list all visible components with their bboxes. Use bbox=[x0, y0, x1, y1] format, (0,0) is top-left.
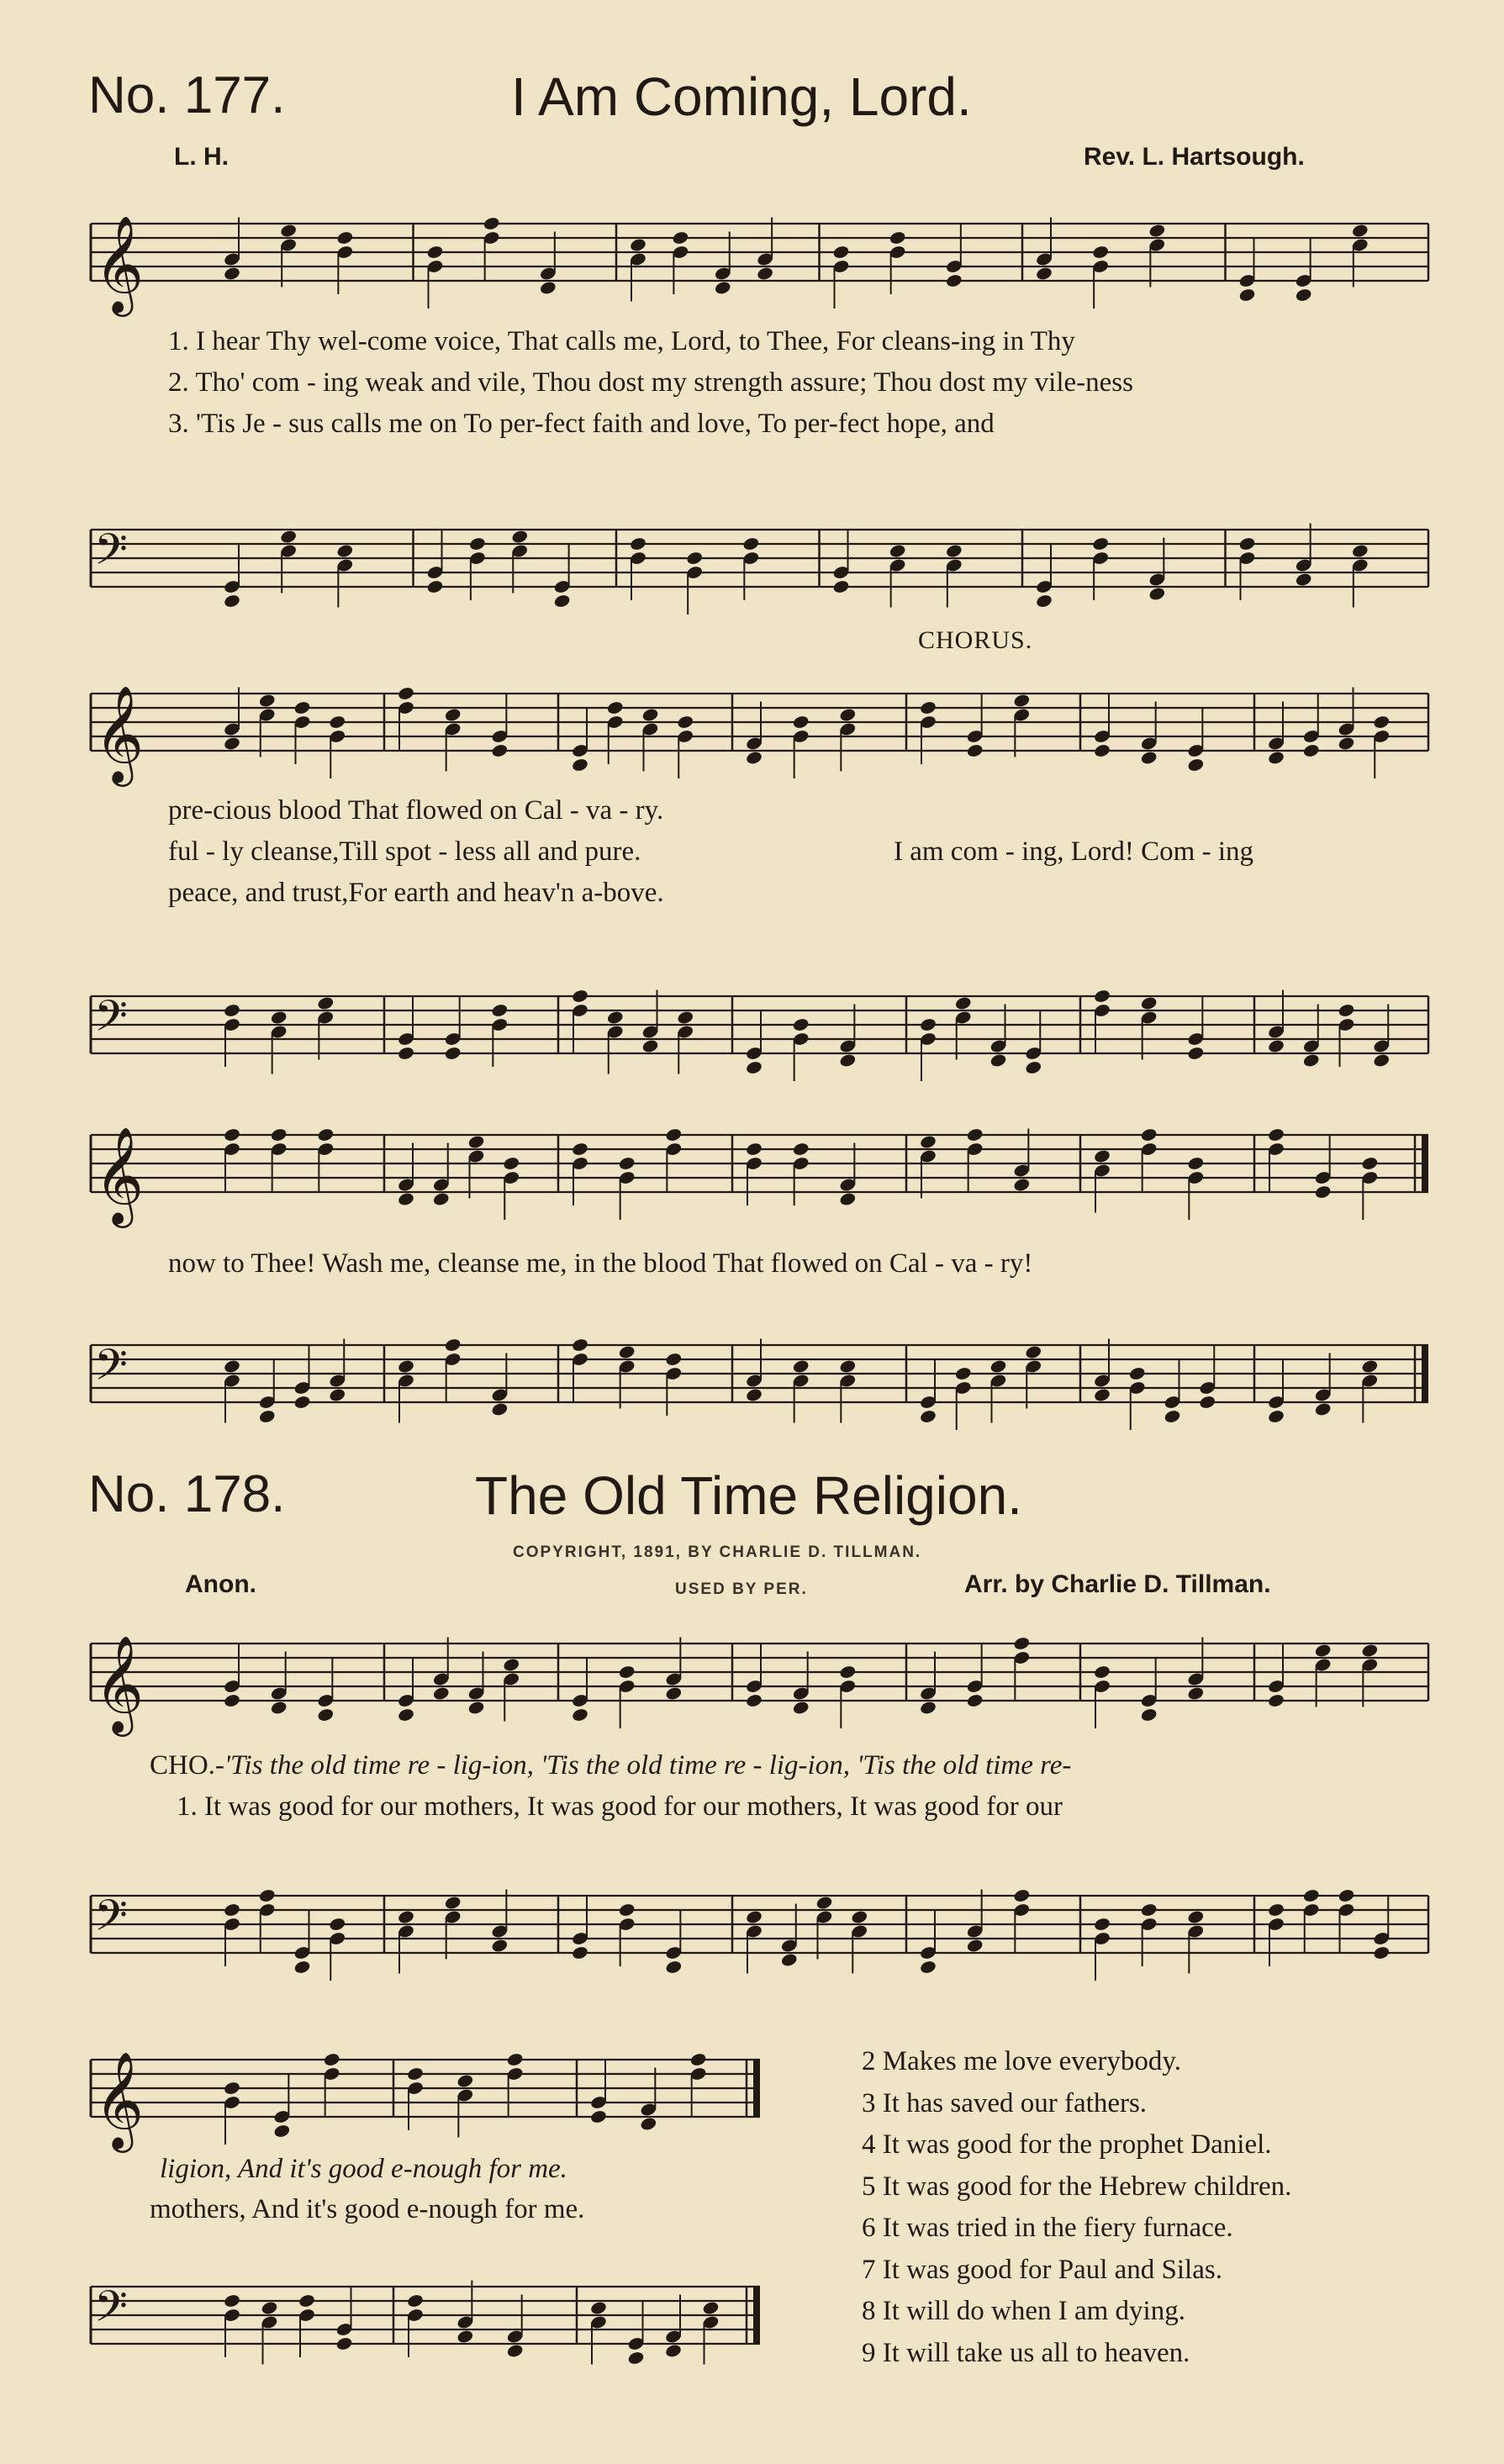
hymn-177-lyric-verse-3: 3. 'Tis Je - sus calls me on To per-fect faith and love, To per-fect hope, and bbox=[168, 409, 995, 439]
hymn-177-title: I Am Coming, Lord. bbox=[511, 66, 972, 127]
svg-text:𝄢: 𝄢 bbox=[94, 1890, 128, 1951]
hymn-178-words-credit: Anon. bbox=[185, 1570, 256, 1598]
hymn-178-copyright: COPYRIGHT, 1891, BY CHARLIE D. TILLMAN. bbox=[513, 1543, 922, 1561]
hymn-177-system-2-bass-staff bbox=[84, 971, 1433, 1080]
svg-text:𝄞: 𝄞 bbox=[94, 2050, 145, 2149]
staff-graphics bbox=[91, 1338, 1428, 1430]
hymn-178-system-2-treble-staff bbox=[84, 2034, 765, 2149]
hymn-177-system-3-treble-staff bbox=[84, 1110, 1433, 1224]
staff-graphics bbox=[91, 1126, 1428, 1228]
verse-3: 3 It has saved our fathers. bbox=[862, 2087, 1148, 2118]
hymn-178-chorus-text: 'Tis the old time re - lig-ion, 'Tis the old time re - lig-ion, 'Tis the old time re- bbox=[224, 1750, 1072, 1781]
hymn-177-system-1-treble-staff bbox=[84, 198, 1433, 313]
hymn-177-number: No. 177. bbox=[88, 66, 286, 124]
verse-5: 5 It was good for the Hebrew children. bbox=[862, 2171, 1292, 2202]
verse-2: 2 Makes me love everybody. bbox=[862, 2046, 1181, 2076]
hymn-177-lyric-sys2-verse-1: pre-cious blood That flowed on Cal - va - ry. bbox=[168, 795, 664, 826]
hymn-178-number: No. 178. bbox=[88, 1465, 286, 1523]
hymn-177-lyric-sys2-verse-2: ful - ly cleanse,Till spot - less all and pure. bbox=[168, 836, 641, 867]
svg-text:𝄢: 𝄢 bbox=[94, 2281, 128, 2342]
svg-text:𝄞: 𝄞 bbox=[94, 1126, 145, 1224]
svg-text:𝄞: 𝄞 bbox=[94, 214, 145, 313]
verse-6: 6 It was tried in the fiery furnace. bbox=[862, 2213, 1233, 2243]
hymn-178-chorus-prefix: CHO.- bbox=[150, 1750, 224, 1781]
verse-7: 7 It was good for Paul and Silas. bbox=[862, 2254, 1222, 2285]
hymn-178-used-by: USED BY PER. bbox=[675, 1580, 808, 1598]
hymn-178-chorus-line bbox=[150, 1750, 1071, 1781]
hymn-178-chorus-end: ligion, And it's good e-nough for me. bbox=[160, 2154, 567, 2184]
hymn-177-lyric-chorus-start: I am com - ing, Lord! Com - ing bbox=[894, 836, 1254, 867]
hymn-177-lyric-sys2-verse-3: peace, and trust,For earth and heav'n a-bove. bbox=[168, 878, 664, 908]
hymn-177-lyric-sys3: now to Thee! Wash me, cleanse me, in the blood That flowed on Cal - va - ry! bbox=[168, 1248, 1033, 1279]
hymn-177-music-credit: Rev. L. Hartsough. bbox=[1084, 143, 1305, 171]
staff-graphics bbox=[91, 214, 1428, 317]
hymn-178-system-1-bass-staff bbox=[84, 1870, 1433, 1980]
hymn-178-verse-list bbox=[862, 2041, 1291, 2374]
hymn-177-chorus-label: CHORUS. bbox=[918, 626, 1033, 654]
svg-text:𝄞: 𝄞 bbox=[94, 1634, 145, 1733]
staff-graphics bbox=[91, 1634, 1428, 1737]
svg-text:𝄢: 𝄢 bbox=[94, 524, 128, 585]
hymn-178-system-2-bass-staff bbox=[84, 2261, 765, 2371]
hymn-177-system-1-bass-staff bbox=[84, 504, 1433, 614]
hymn-178-music-credit: Arr. by Charlie D. Tillman. bbox=[964, 1570, 1271, 1598]
svg-text:𝄞: 𝄞 bbox=[94, 684, 145, 783]
staff-graphics bbox=[91, 524, 1428, 615]
staff-graphics bbox=[91, 2050, 760, 2153]
verse-4: 4 It was good for the prophet Daniel. bbox=[862, 2129, 1272, 2160]
staff-graphics bbox=[91, 989, 1428, 1081]
hymn-178-verse-1-end: mothers, And it's good e-nough for me. bbox=[150, 2194, 585, 2224]
hymn-178-verse-1-line: 1. It was good for our mothers, It was good for our mothers, It was good for our bbox=[177, 1791, 1063, 1822]
svg-text:𝄢: 𝄢 bbox=[94, 990, 128, 1052]
hymn-177-lyric-verse-1: 1. I hear Thy wel-come voice, That calls me, Lord, to Thee, For cleans-ing in Thy bbox=[168, 326, 1075, 356]
staff-graphics bbox=[91, 684, 1428, 787]
staff-graphics bbox=[91, 2281, 760, 2366]
hymn-177-lyric-verse-2: 2. Tho' com - ing weak and vile, Thou dost my strength assure; Thou dost my vile-ness bbox=[168, 367, 1133, 398]
hymn-177-words-credit: L. H. bbox=[174, 143, 229, 171]
hymn-178-title: The Old Time Religion. bbox=[475, 1465, 1022, 1526]
hymn-177-system-3-bass-staff bbox=[84, 1320, 1433, 1429]
staff-graphics bbox=[91, 1888, 1428, 1981]
svg-text:𝄢: 𝄢 bbox=[94, 1339, 128, 1401]
hymn-178-system-1-treble-staff bbox=[84, 1618, 1433, 1733]
verse-8: 8 It will do when I am dying. bbox=[862, 2296, 1185, 2326]
hymn-177-system-2-treble-staff bbox=[84, 668, 1433, 783]
verse-9: 9 It will take us all to heaven. bbox=[862, 2337, 1190, 2368]
